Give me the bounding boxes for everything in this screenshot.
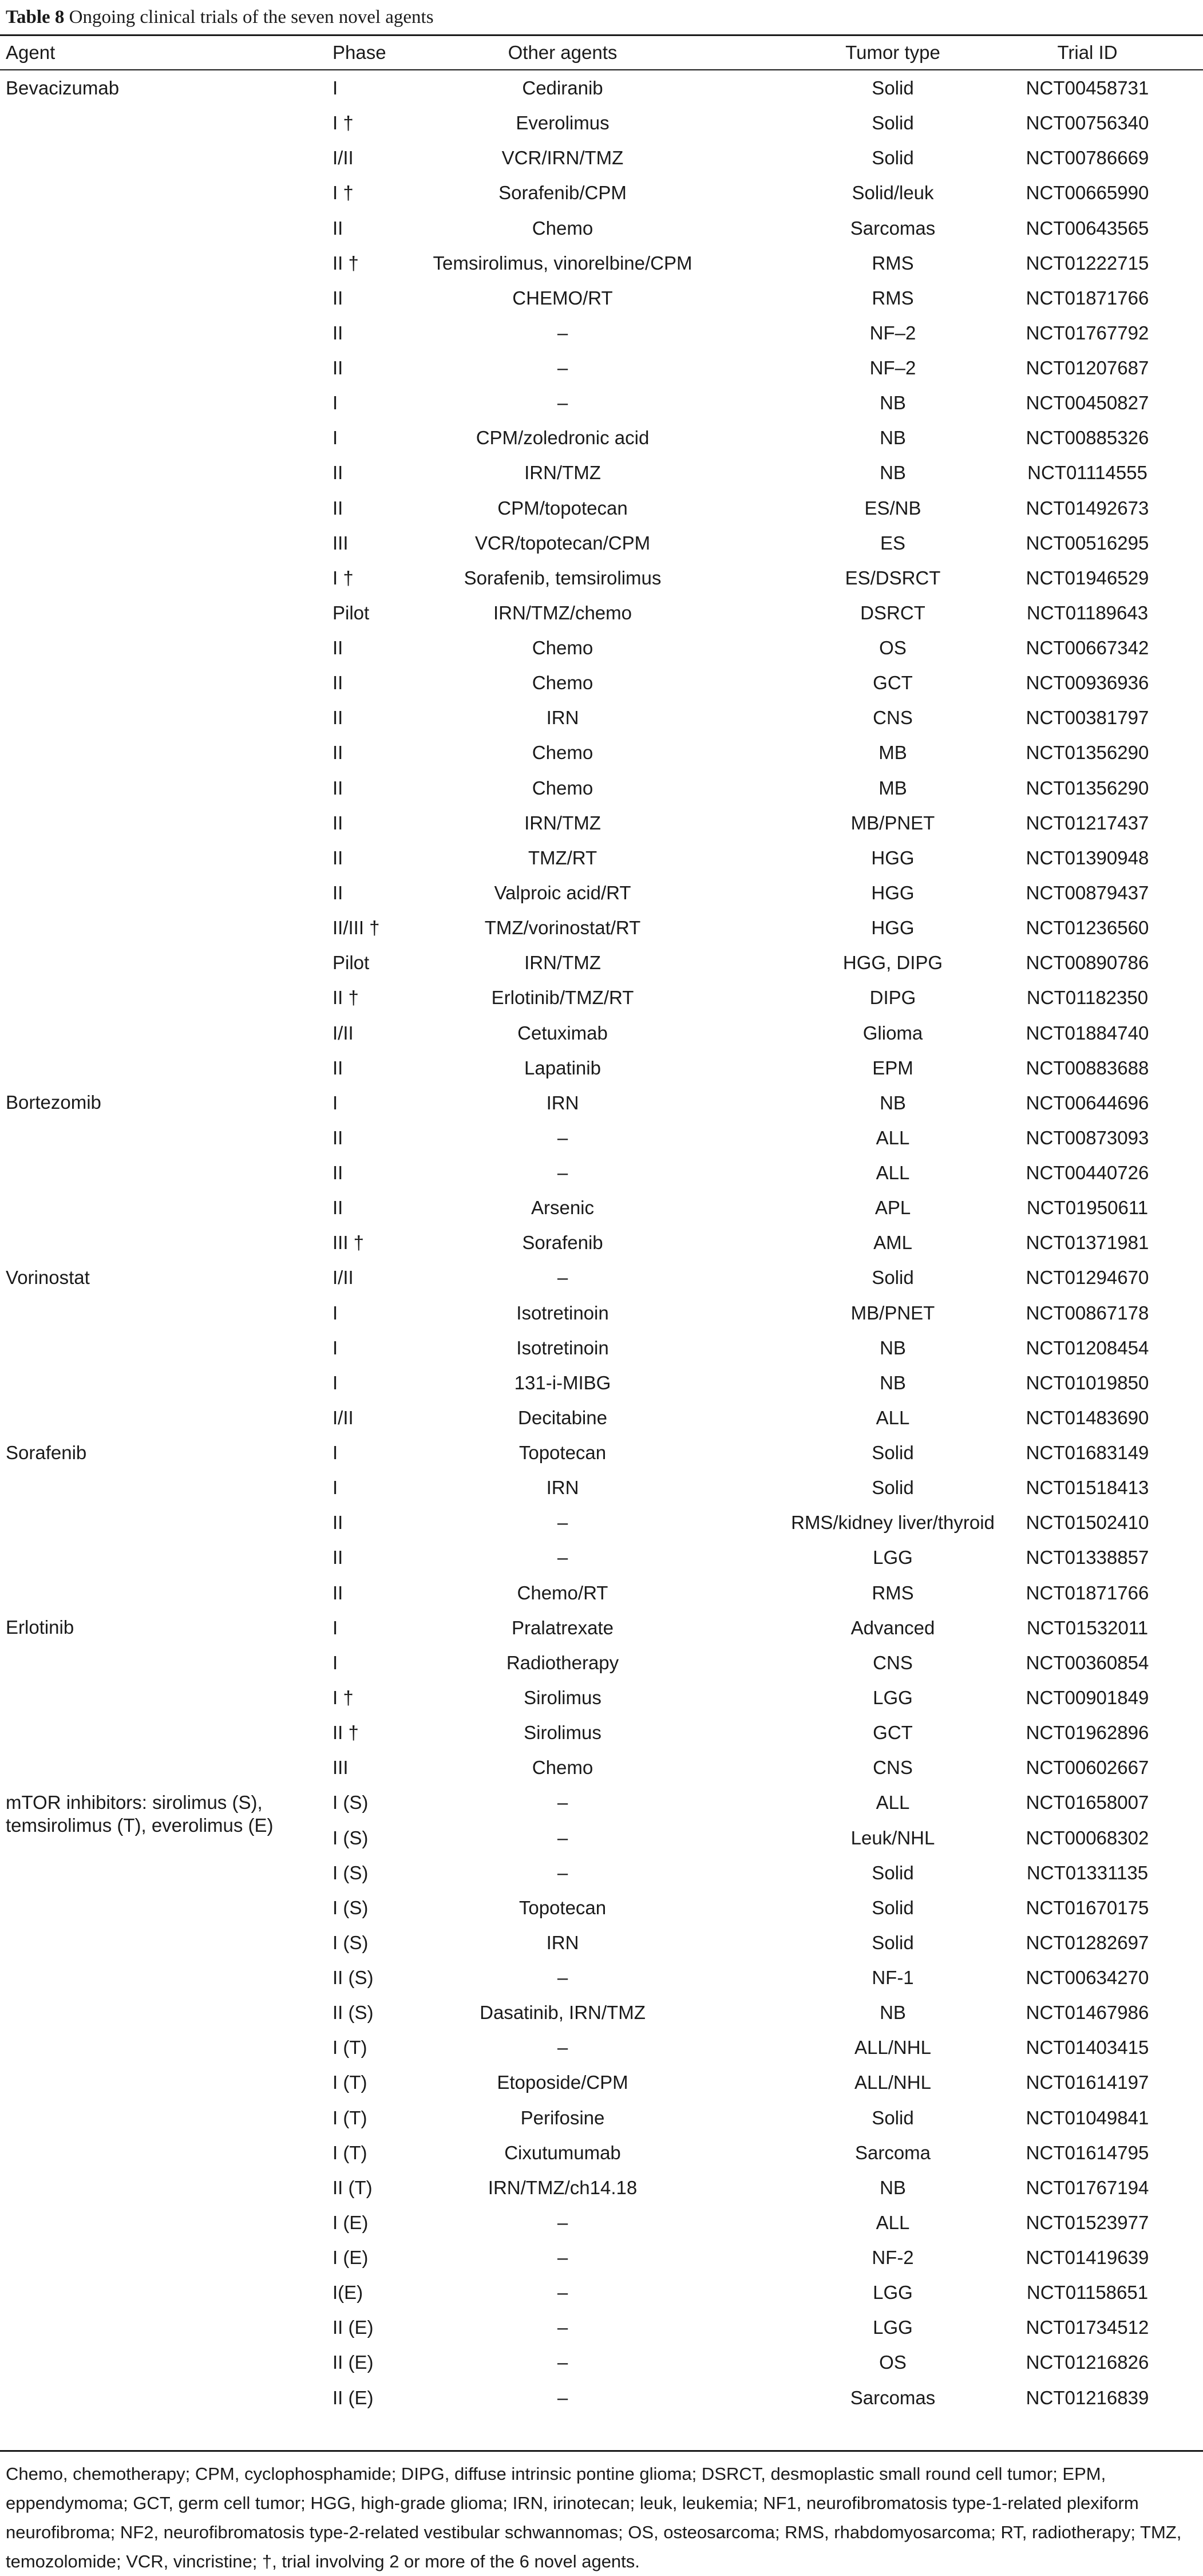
cell-phase: II [333,497,343,519]
cell-phase: I (T) [333,2037,367,2059]
cell-phase: II [333,1057,343,1078]
table-row: II (E) – Sarcomas NCT01216839 [0,2380,1203,2415]
agent-name: Erlotinib [6,1617,74,1638]
cell-phase: II [333,1197,343,1219]
table-row: II (E) – OS NCT01216826 [0,2345,1203,2380]
cell-phase: II [333,287,343,309]
cell-phase: I [333,1477,338,1499]
cell-phase: III [333,1757,349,1779]
table-row: II – NF–2 NCT01767792 [0,315,1203,350]
table-row: II – RMS/kidney liver/thyroid NCT01502410 [0,1505,1203,1540]
table-caption-text: Ongoing clinical trials of the seven novel agents [69,7,434,27]
table-row: II IRN/TMZ NB NCT01114555 [0,455,1203,490]
cell-phase: II [333,777,343,799]
cell-phase: I/II [333,1406,354,1428]
cell-phase: I (T) [333,2142,367,2163]
cell-phase: I (S) [333,1792,369,1814]
table-row: II IRN/TMZ MB/PNET NCT01217437 [0,805,1203,840]
table-row: II IRN CNS NCT00381797 [0,700,1203,735]
table-row: I Topotecan Solid NCT01683149 [0,1435,1203,1470]
cell-phase: I (T) [333,2072,367,2093]
cell-phase: I † [333,1686,354,1708]
table-row: Pilot IRN/TMZ/chemo DSRCT NCT01189643 [0,595,1203,630]
cell-phase: I [333,1302,338,1323]
cell-phase: II (S) [333,1967,374,1989]
table-row: II – ALL NCT00873093 [0,1120,1203,1155]
cell-phase: I [333,77,338,98]
cell-phase: I [333,1092,338,1113]
table-row: II (S) – NF-1 NCT00634270 [0,1960,1203,1995]
cell-phase: I/II [333,1022,354,1044]
table-row: II Chemo Sarcomas NCT00643565 [0,211,1203,246]
cell-phase: II [333,742,343,764]
cell-phase: II † [333,1722,359,1744]
table-row: II CPM/topotecan ES/NB NCT01492673 [0,491,1203,526]
table-row: I (E) – NF-2 NCT01419639 [0,2240,1203,2275]
table-row: I IRN NB NCT00644696 [0,1085,1203,1120]
cell-phase: I (S) [333,1931,369,1953]
table-caption [6,3,434,31]
cell-phase: I (S) [333,1862,369,1883]
table-row: I (S) Topotecan Solid NCT01670175 [0,1890,1203,1925]
table-row: I † Sorafenib, temsirolimus ES/DSRCT NCT01946529 [0,560,1203,595]
cell-phase: II (T) [333,2176,373,2198]
cell-phase: II [333,322,343,343]
table-row: I (S) – ALL NCT01658007 [0,1785,1203,1820]
cell-phase: II [333,812,343,833]
table-row: II Chemo OS NCT00667342 [0,630,1203,665]
cell-phase: I (S) [333,1897,369,1918]
cell-phase: I/II [333,147,354,169]
table-row: I(E) – LGG NCT01158651 [0,2275,1203,2310]
cell-phase: II [333,707,343,729]
table-row: II/III † TMZ/vorinostat/RT HGG NCT01236560 [0,910,1203,945]
cell-phase: I [333,392,338,414]
table-row: II Chemo/RT RMS NCT01871766 [0,1575,1203,1610]
header-agent: Agent [6,42,56,63]
table-footnote: Chemo, chemotherapy; CPM, cyclophosphamide; DIPG, diffuse intrinsic pontine glioma; DSRCT, desmoplastic small round cell tumor; EPM, eppendymoma; GCT, germ cell tumor; HGG, high-grade glioma; IRN, irinotecan; leuk, leukemia; NF1, neurofibromatosis type-1-related plexiform neurofibroma; NF2, neurofibromatosis type-2-related vestibular schwannomas; OS, osteosarcoma; RMS, rhabdomyosarcoma; RT, radiotherapy; TMZ, temozolomide; VCR, vincristine; †, trial involving 2 or more of the 6 novel agents. [6,2464,1182,2571]
cell-phase: II [333,1582,343,1603]
table-row: I/II Decitabine ALL NCT01483690 [0,1400,1203,1435]
header-phase: Phase [333,42,386,63]
table-row: II Chemo GCT NCT00936936 [0,665,1203,700]
table-row: I/II VCR/IRN/TMZ Solid NCT00786669 [0,140,1203,175]
cell-phase: I [333,1652,338,1673]
agent-name: Sorafenib [6,1441,87,1463]
cell-phase: I [333,1337,338,1358]
cell-phase: I † [333,567,354,588]
cell-phase: I [333,427,338,449]
cell-phase: I/II [333,1267,354,1289]
agent-name: mTOR inhibitors: sirolimus (S), temsirolimus (T), everolimus (E) [6,1791,274,1836]
table-row: I † Sorafenib/CPM Solid/leuk NCT00665990 [0,175,1203,210]
cell-phase: I (E) [333,2211,369,2233]
table-row: I (E) – ALL NCT01523977 [0,2205,1203,2240]
agent-name: Vorinostat [6,1266,90,1288]
cell-phase: II [333,637,343,659]
bottom-rule [0,2450,1203,2452]
cell-phase: I [333,1442,338,1464]
table-row: III † Sorafenib AML NCT01371981 [0,1225,1203,1260]
table-row: I (T) – ALL/NHL NCT01403415 [0,2030,1203,2065]
table-row: II – ALL NCT00440726 [0,1155,1203,1190]
cell-phase: II (E) [333,2387,374,2408]
cell-phase: II [333,1512,343,1534]
cell-phase: II [333,1547,343,1568]
cell-phase: II [333,1162,343,1184]
table-row: II (E) – LGG NCT01734512 [0,2310,1203,2345]
cell-phase: I [333,1372,338,1393]
table-caption-label: Table 8 [6,7,65,27]
cell-phase: II [333,847,343,868]
table-row: II Arsenic APL NCT01950611 [0,1190,1203,1225]
table-row: I Pralatrexate Advanced NCT01532011 [0,1610,1203,1645]
table-row: III Chemo CNS NCT00602667 [0,1750,1203,1785]
cell-phase: I(E) [333,2282,363,2304]
table-row: II † Temsirolimus, vinorelbine/CPM RMS NCT01222715 [0,246,1203,280]
table-row: II † Erlotinib/TMZ/RT DIPG NCT01182350 [0,980,1203,1015]
table-row: II Chemo MB NCT01356290 [0,771,1203,805]
table-row: Pilot IRN/TMZ HGG, DIPG NCT00890786 [0,945,1203,980]
cell-phase: II † [333,987,359,1009]
table-row: I CPM/zoledronic acid NB NCT00885326 [0,420,1203,455]
cell-phase: I † [333,182,354,204]
cell-phase: Pilot [333,952,370,974]
table-row: I † Everolimus Solid NCT00756340 [0,105,1203,140]
cell-phase: II/III † [333,917,380,939]
cell-phase: I (E) [333,2247,369,2269]
table-row: II TMZ/RT HGG NCT01390948 [0,840,1203,875]
table-row: II Lapatinib EPM NCT00883688 [0,1050,1203,1085]
cell-phase: III † [333,1232,365,1254]
table-row: II CHEMO/RT RMS NCT01871766 [0,280,1203,315]
table-row: II (T) IRN/TMZ/ch14.18 NB NCT01767194 [0,2170,1203,2205]
cell-phase: I † [333,112,354,134]
table-row: II Valproic acid/RT HGG NCT00879437 [0,875,1203,910]
cell-phase: I (S) [333,1827,369,1848]
table-row: II Chemo MB NCT01356290 [0,735,1203,770]
agent-name: Bortezomib [6,1092,101,1113]
table-row: I Cediranib Solid NCT00458731 [0,70,1203,105]
cell-phase: II [333,1127,343,1148]
table-row: II † Sirolimus GCT NCT01962896 [0,1715,1203,1750]
cell-phase: II [333,217,343,239]
table-row: I/II – Solid NCT01294670 [0,1260,1203,1295]
table-row: I (T) Cixutumumab Sarcoma NCT01614795 [0,2135,1203,2170]
cell-phase: II [333,462,343,484]
table-row: I Radiotherapy CNS NCT00360854 [0,1645,1203,1680]
table-row: I † Sirolimus LGG NCT00901849 [0,1680,1203,1715]
table-row: III VCR/topotecan/CPM ES NCT00516295 [0,526,1203,560]
table-row: I – NB NCT00450827 [0,385,1203,420]
table-body [0,70,1203,2450]
cell-phase: II [333,357,343,379]
table-row: I/II Cetuximab Glioma NCT01884740 [0,1016,1203,1050]
table-header: Agent Phase Other agents Tumor type Trial ID [0,36,1203,69]
table-row: I Isotretinoin NB NCT01208454 [0,1330,1203,1365]
table-row: I (T) Perifosine Solid NCT01049841 [0,2100,1203,2135]
cell-phase: II (E) [333,2317,374,2338]
cell-phase: II [333,672,343,694]
table-row: II – LGG NCT01338857 [0,1540,1203,1575]
cell-phase: II (E) [333,2352,374,2373]
table-row: II – NF–2 NCT01207687 [0,350,1203,385]
table-row: II (S) Dasatinib, IRN/TMZ NB NCT01467986 [0,1995,1203,2030]
cell-phase: I (T) [333,2107,367,2128]
cell-phase: II [333,882,343,903]
table-row: I Isotretinoin MB/PNET NCT00867178 [0,1295,1203,1330]
table-row: I (T) Etoposide/CPM ALL/NHL NCT01614197 [0,2065,1203,2100]
table-row: I IRN Solid NCT01518413 [0,1470,1203,1505]
cell-phase: II (S) [333,2002,374,2024]
table-row: I (S) IRN Solid NCT01282697 [0,1925,1203,1960]
agent-name: Bevacizumab [6,77,120,98]
table-row: I (S) – Leuk/NHL NCT00068302 [0,1820,1203,1855]
cell-phase: II † [333,252,359,274]
table-row: I 131-i-MIBG NB NCT01019850 [0,1365,1203,1400]
table-row: I (S) – Solid NCT01331135 [0,1855,1203,1890]
cell-phase: I [333,1617,338,1638]
cell-phase: III [333,532,349,554]
cell-phase: Pilot [333,602,370,623]
